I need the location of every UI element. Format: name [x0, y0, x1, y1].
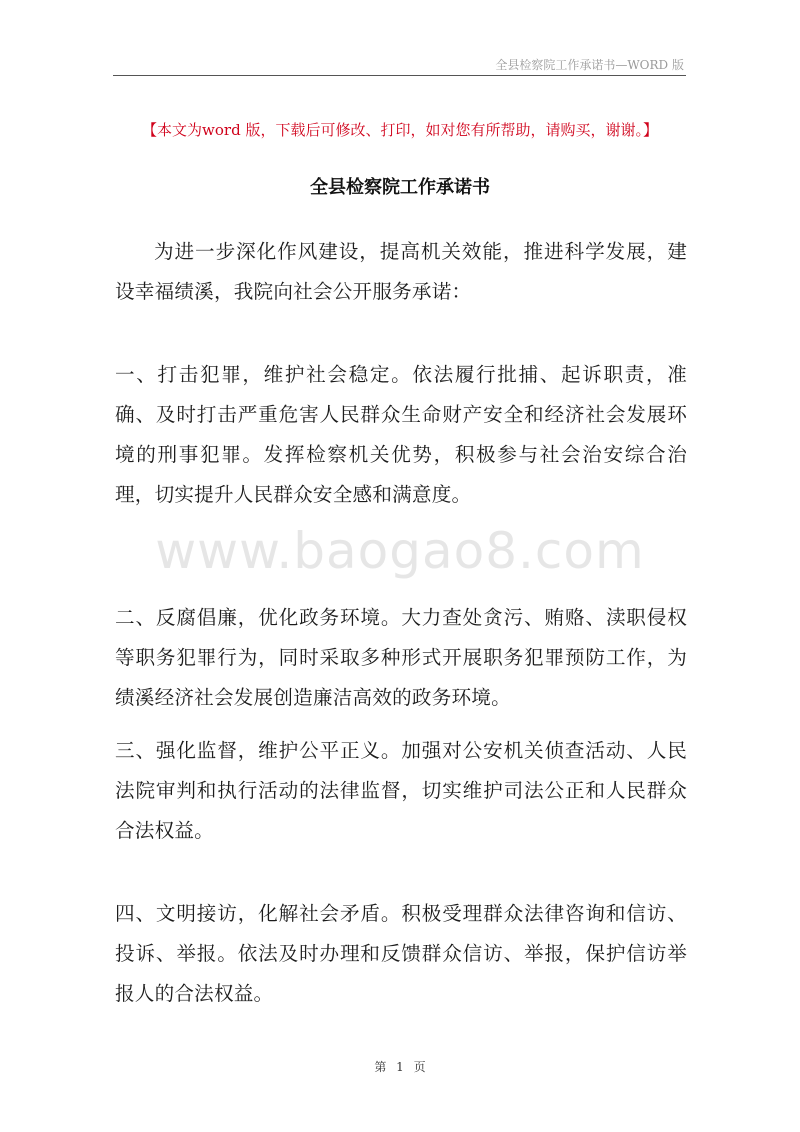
page-footer — [0, 1058, 800, 1075]
commitment-item-4: 四、文明接访，化解社会矛盾。积极受理群众法律咨询和信访、投诉、举报。依法及时办理和反馈群众信访、举报，保护信访举报人的合法权益。 — [115, 902, 687, 1005]
commitment-item-2: 二、反腐倡廉，优化政务环境。大力查处贪污、贿赂、渎职侵权等职务犯罪行为，同时采取多种形式开展职务犯罪预防工作，为绩溪经济社会发展创造廉洁高效的政务环境。 — [115, 606, 687, 709]
intro-paragraph: 为进一步深化作风建设，提高机关效能，推进科学发展，建设幸福绩溪，我院向社会公开服务承诺： — [115, 240, 687, 303]
download-notice: 【本文为word 版，下载后可修改、打印，如对您有所帮助，请购买，谢谢。】 — [142, 121, 658, 139]
commitment-item-3: 三、强化监督，维护公平正义。加强对公安机关侦查活动、人民法院审判和执行活动的法律监督，切实维护司法公正和人民群众合法权益。 — [115, 739, 687, 842]
running-header: 全县检察院工作承诺书—WORD 版 — [495, 58, 684, 72]
commitment-item-1: 一、打击犯罪，维护社会稳定。依法履行批捕、起诉职责，准确、及时打击严重危害人民群众生命财产安全和经济社会发展环境的刑事犯罪。发挥检察机关优势，积极参与社会治安综合治理，切实提升人民群众安全感和满意度。 — [115, 363, 687, 506]
watermark: www.baogao8.com — [155, 522, 645, 580]
page-number: 1 — [396, 1060, 404, 1074]
page-suffix: 页 — [413, 1060, 426, 1074]
header-divider — [113, 75, 686, 76]
document-title: 全县检察院工作承诺书 — [310, 177, 490, 198]
page-prefix: 第 — [374, 1060, 387, 1074]
